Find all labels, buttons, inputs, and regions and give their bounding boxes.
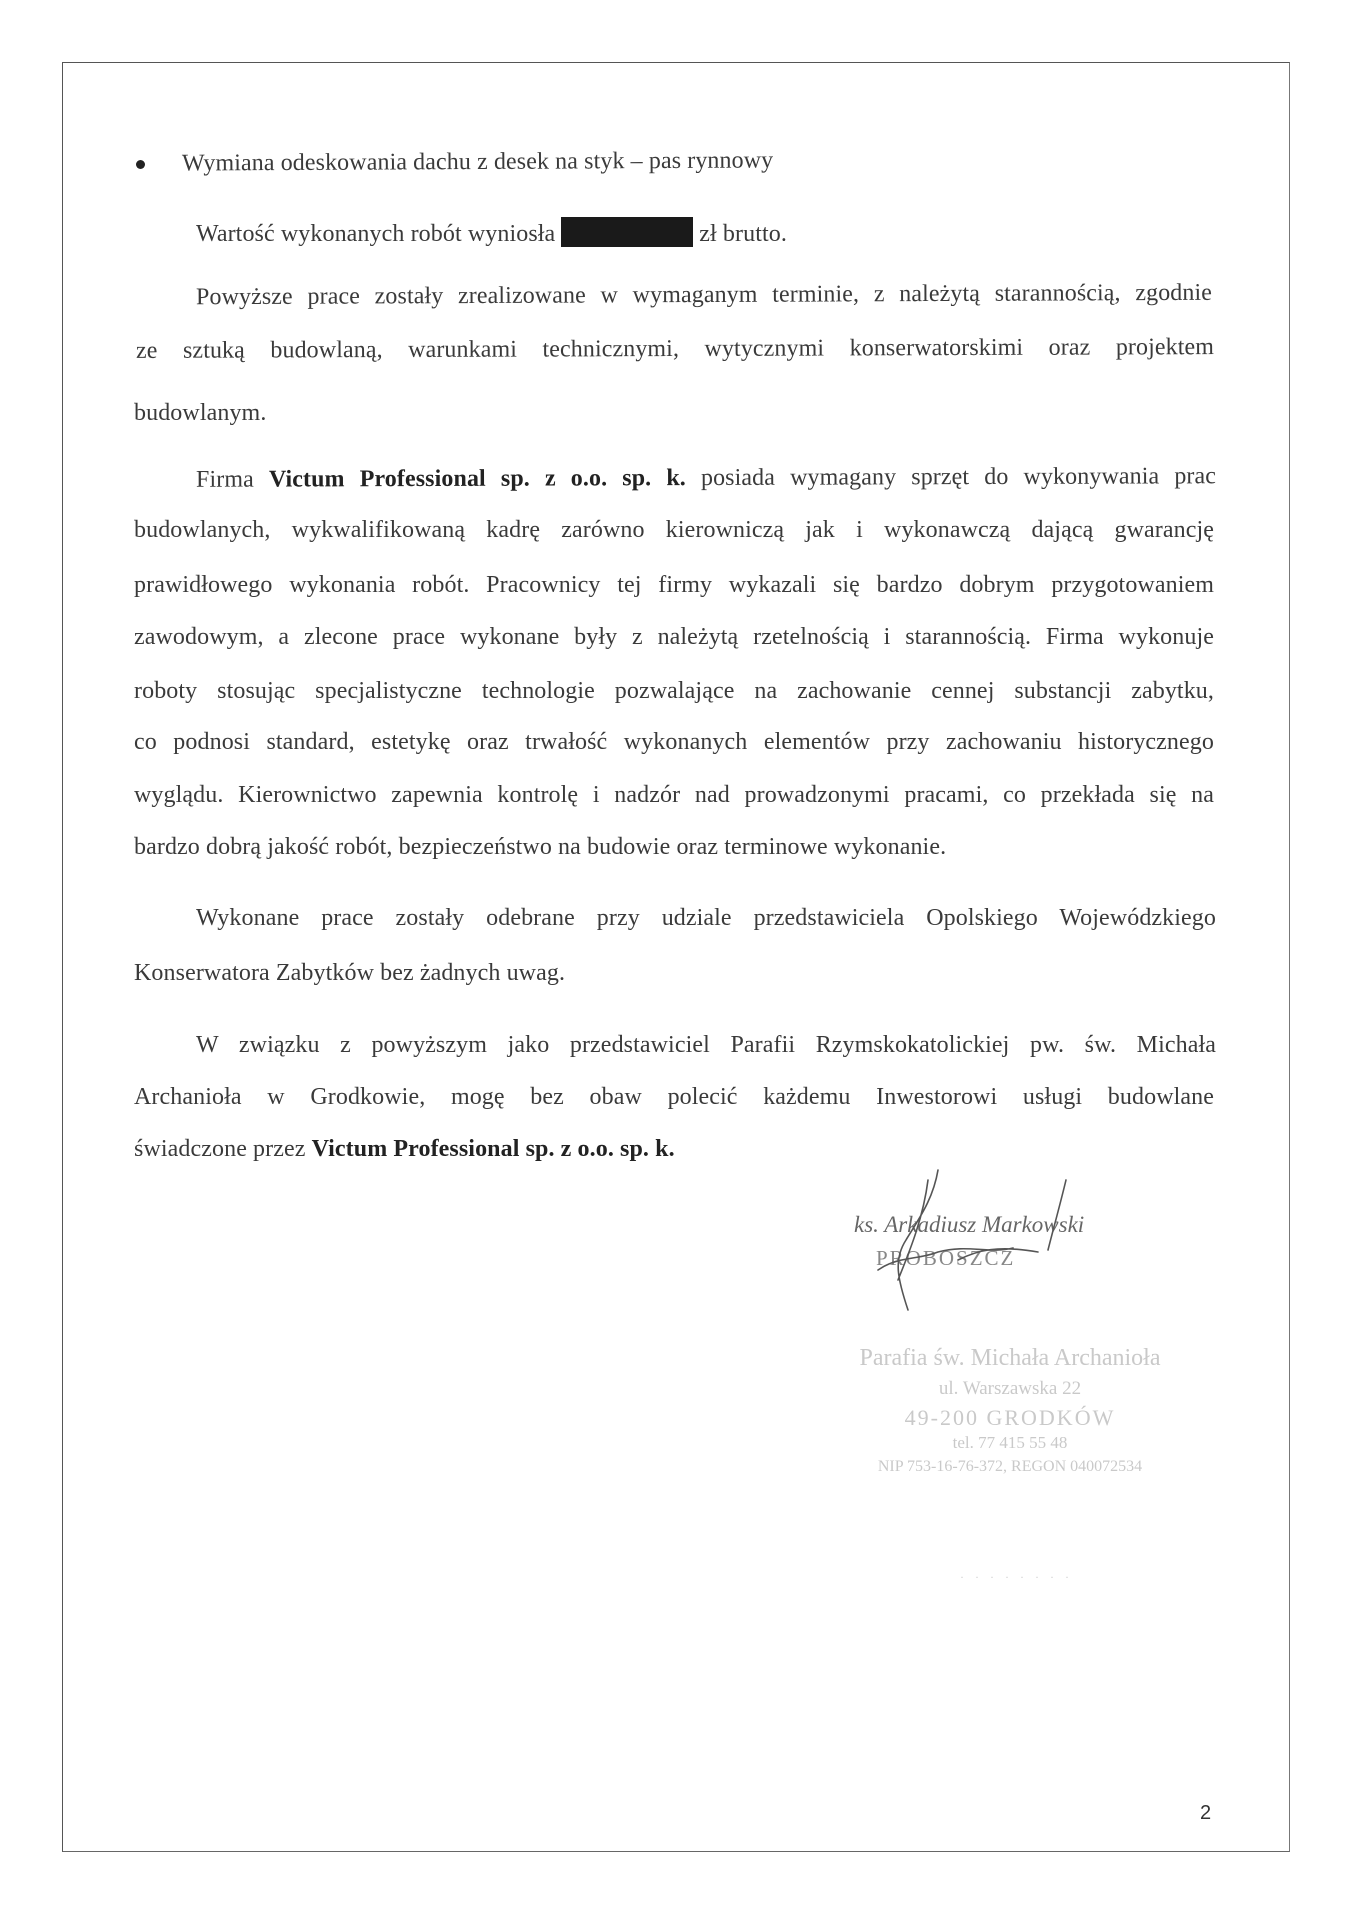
signature-block <box>838 1160 1108 1330</box>
paragraph-4-line-1: W związku z powyższym jako przedstawiciel Parafii Rzymskokatolickiej pw. św. Michała <box>196 1032 1216 1058</box>
page-number: 2 <box>1200 1802 1212 1824</box>
paragraph-2-line-8: bardzo dobrą jakość robót, bezpieczeństwo na budowie oraz terminowe wykonanie. <box>134 834 947 860</box>
paragraph-4-line-2: Archanioła w Grodkowie, mogę bez obaw polecić każdemu Inwestorowi usługi budowlane <box>134 1084 1214 1110</box>
signature-name: ks. Arkadiusz Markowski <box>854 1212 1085 1237</box>
paragraph-2-line-3: prawidłowego wykonania robót. Pracownicy tej firmy wykazali się bardzo dobrym przygotowaniem <box>134 572 1214 598</box>
paragraph-4-line-3 <box>134 1134 675 1164</box>
company-name-2: Victum Professional sp. z o.o. sp. k. <box>311 1136 675 1162</box>
paragraph-3-line-1: Wykonane prace zostały odebrane przy udziale przedstawiciela Opolskiego Wojewódzkiego <box>196 905 1216 931</box>
paragraph-2-line-1-rest: posiada wymagany sprzęt do wykonywania prac <box>700 463 1217 492</box>
paragraph-1-line-1: Powyższe prace zostały zrealizowane w wymaganym terminie, z należytą starannością, zgodnie <box>195 279 1213 311</box>
handwritten-signature <box>838 1160 1108 1330</box>
stamp-street: ul. Warszawska 22 <box>938 1378 1082 1399</box>
stamp-city: 49-200 GRODKÓW <box>904 1405 1116 1430</box>
paragraph-2-line-1 <box>196 461 1216 495</box>
paragraph-1-line-3: budowlanym. <box>134 400 267 426</box>
paragraph-2-line-5: roboty stosując specjalistyczne technologie pozwalające na zachowanie cennej substancji zabytku, <box>134 678 1214 704</box>
paragraph-3-line-2: Konserwatora Zabytków bez żadnych uwag. <box>134 960 566 986</box>
stamp-phone: tel. 77 415 55 48 <box>952 1433 1068 1452</box>
paragraph-2-line-6: co podnosi standard, estetykę oraz trwałość wykonanych elementów przy zachowaniu historycznego <box>134 729 1214 755</box>
bullet-item-text: Wymiana odeskowania dachu z desek na styk – pas rynnowy <box>181 147 774 177</box>
provided-by-text: świadczone przez <box>134 1136 306 1162</box>
paragraph-2-line-7: wyglądu. Kierownictwo zapewnia kontrolę i nadzór nad prowadzonymi pracami, co przekłada się na <box>134 782 1214 808</box>
company-name: Victum Professional sp. z o.o. sp. k. <box>268 465 686 493</box>
stamp-parish-name: Parafia św. Michała Archanioła <box>859 1345 1161 1371</box>
bullet-point <box>136 160 145 169</box>
firm-word: Firma <box>195 466 254 493</box>
paragraph-2-line-2: budowlanych, wykwalifikowaną kadrę zarówno kierowniczą jak i wykonawczą dającą gwarancję <box>134 517 1214 543</box>
value-currency: zł brutto. <box>699 221 787 247</box>
paragraph-2-line-4: zawodowym, a zlecone prace wykonane były z należytą rzetelnością i starannością. Firma wykonuje <box>134 624 1214 650</box>
value-label: Wartość wykonanych robót wyniosła <box>196 221 556 247</box>
signature-title: PROBOSZCZ <box>876 1246 1016 1270</box>
contract-value-line <box>196 217 787 249</box>
redacted-amount <box>561 217 693 247</box>
stamp-tax-ids: NIP 753-16-76-372, REGON 040072534 <box>877 1458 1143 1475</box>
paragraph-1-line-2: ze sztuką budowlaną, warunkami technicznymi, wytycznymi konserwatorskimi oraz projektem <box>135 334 1215 364</box>
scan-artifact: · · · · · · · · <box>960 1570 1073 1584</box>
